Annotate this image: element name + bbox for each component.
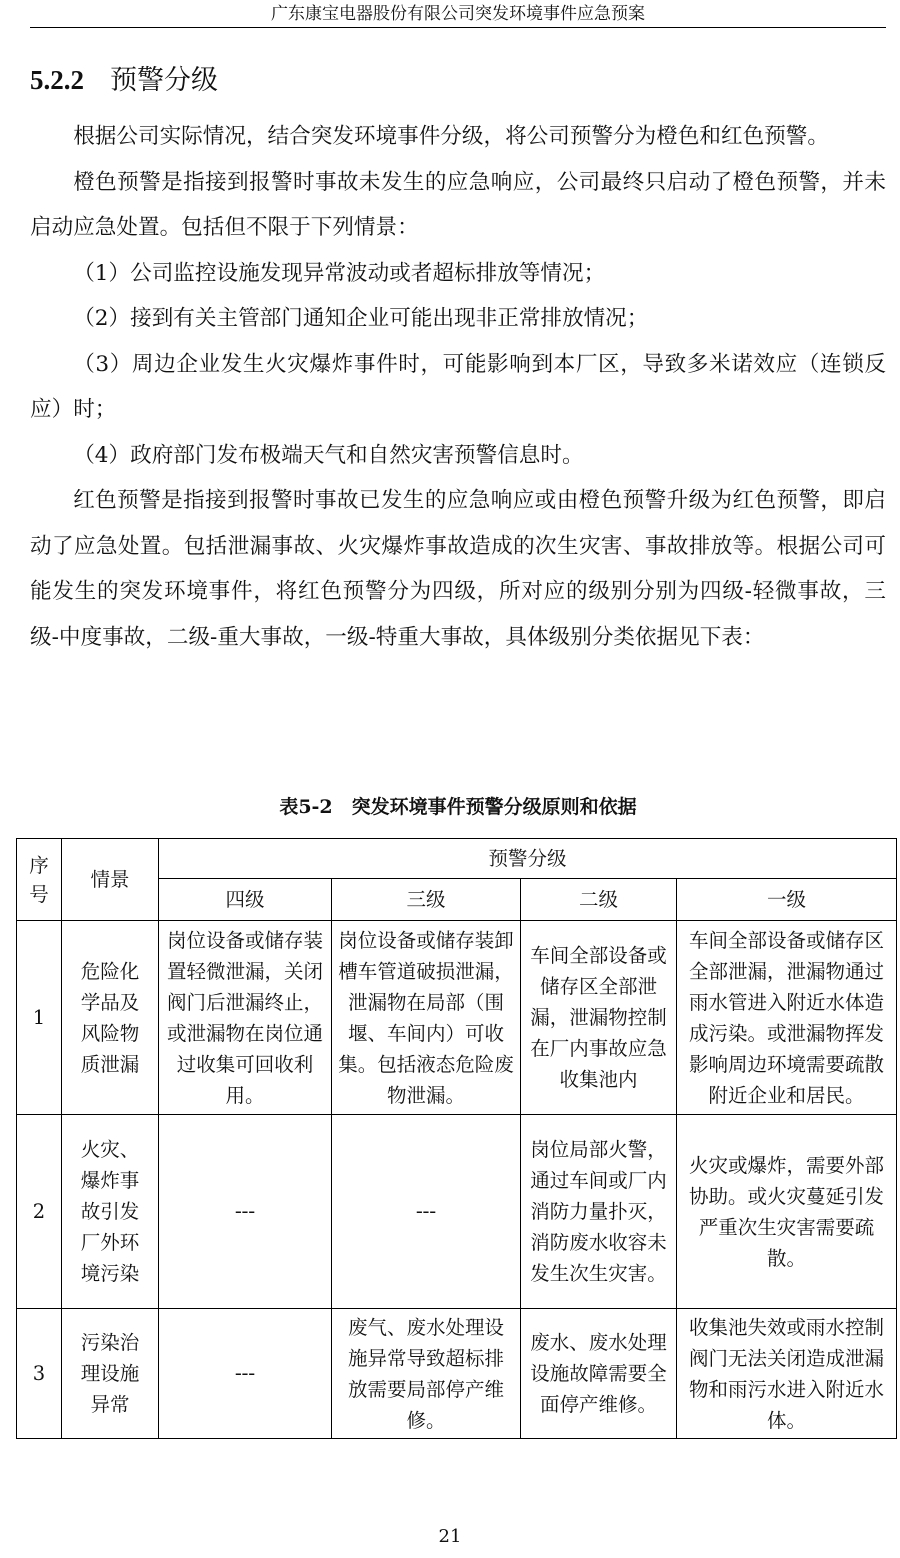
- list-item: （4）政府部门发布极端天气和自然灾害预警信息时。: [73, 442, 584, 468]
- header-level-2: 二级: [521, 879, 677, 921]
- body-text: [30, 114, 886, 660]
- level-2-cell: 废水、废水处理设施故障需要全面停产维修。: [521, 1309, 677, 1439]
- row-scenario: 火灾、爆炸事故引发厂外环境污染: [62, 1115, 159, 1309]
- level-3-cell: ---: [332, 1115, 521, 1309]
- table-header-row: [17, 839, 897, 879]
- level-4-cell: 岗位设备或储存装置轻微泄漏，关闭阀门后泄漏终止，或泄漏物在岗位通过收集可回收利用。: [159, 921, 332, 1115]
- row-number: 3: [17, 1309, 62, 1439]
- level-1-cell: 收集池失效或雨水控制阀门无法关闭造成泄漏物和雨污水进入附近水体。: [677, 1309, 897, 1439]
- warning-level-table: [16, 838, 897, 1439]
- level-1-cell: 车间全部设备或储存区全部泄漏，泄漏物通过雨水管进入附近水体造成污染。或泄漏物挥发影响周边环境需要疏散附近企业和居民。: [677, 921, 897, 1115]
- header-no: 序号: [17, 839, 62, 921]
- header-level-1: 一级: [677, 879, 897, 921]
- header-scenario: 情景: [62, 839, 159, 921]
- level-2-cell: 车间全部设备或储存区全部泄漏，泄漏物控制在厂内事故应急收集池内: [521, 921, 677, 1115]
- page-number: 21: [438, 1526, 462, 1547]
- list-item: （3）周边企业发生火灾爆炸事件时，可能影响到本厂区，导致多米诺效应（连锁反应）时；: [30, 351, 886, 422]
- document-header: 广东康宝电器股份有限公司突发环境事件应急预案: [271, 4, 645, 24]
- level-3-cell: 岗位设备或储存装卸槽车管道破损泄漏，泄漏物在局部（围堰、车间内）可收集。包括液态危险废物泄漏。: [332, 921, 521, 1115]
- level-1-cell: 火灾或爆炸，需要外部协助。或火灾蔓延引发严重次生灾害需要疏散。: [677, 1115, 897, 1309]
- row-number: 2: [17, 1115, 62, 1309]
- table-caption: 表5-2 突发环境事件预警分级原则和依据: [279, 796, 637, 818]
- header-level-4: 四级: [159, 879, 332, 921]
- header-divider: [30, 27, 886, 28]
- paragraph: 红色预警是指接到报警时事故已发生的应急响应或由橙色预警升级为红色预警，即启动了应急处置。包括泄漏事故、火灾爆炸事故造成的次生灾害、事故排放等。根据公司可能发生的突发环境事件，将红色预警分为四级，所对应的级别分别为四级-轻微事故，三级-中度事故，二级-重大事故，一级-特重大事故，具体级别分类依据见下表：: [30, 488, 886, 650]
- list-item: （2）接到有关主管部门通知企业可能出现非正常排放情况；: [73, 306, 649, 331]
- list-item: （1）公司监控设施发现异常波动或者超标排放等情况；: [73, 260, 606, 286]
- header-level-3: 三级: [332, 879, 521, 921]
- table-row: [17, 921, 897, 1115]
- table-row: [17, 1115, 897, 1309]
- paragraph: 根据公司实际情况，结合突发环境事件分级，将公司预警分为橙色和红色预警。: [73, 124, 829, 149]
- section-heading: [30, 62, 218, 99]
- row-scenario: 危险化学品及风险物质泄漏: [62, 921, 159, 1115]
- paragraph: 橙色预警是指接到报警时事故未发生的应急响应，公司最终只启动了橙色预警，并未启动应急处置。包括但不限于下列情景：: [30, 169, 886, 240]
- level-4-cell: ---: [159, 1115, 332, 1309]
- level-4-cell: ---: [159, 1309, 332, 1439]
- row-scenario: 污染治理设施异常: [62, 1309, 159, 1439]
- section-title: 预警分级: [110, 65, 218, 96]
- row-number: 1: [17, 921, 62, 1115]
- section-number: 5.2.2: [30, 65, 84, 95]
- header-level-group: 预警分级: [159, 839, 897, 879]
- table-row: [17, 1309, 897, 1439]
- level-3-cell: 废气、废水处理设施异常导致超标排放需要局部停产维修。: [332, 1309, 521, 1439]
- level-2-cell: 岗位局部火警，通过车间或厂内消防力量扑灭，消防废水收容未发生次生灾害。: [521, 1115, 677, 1309]
